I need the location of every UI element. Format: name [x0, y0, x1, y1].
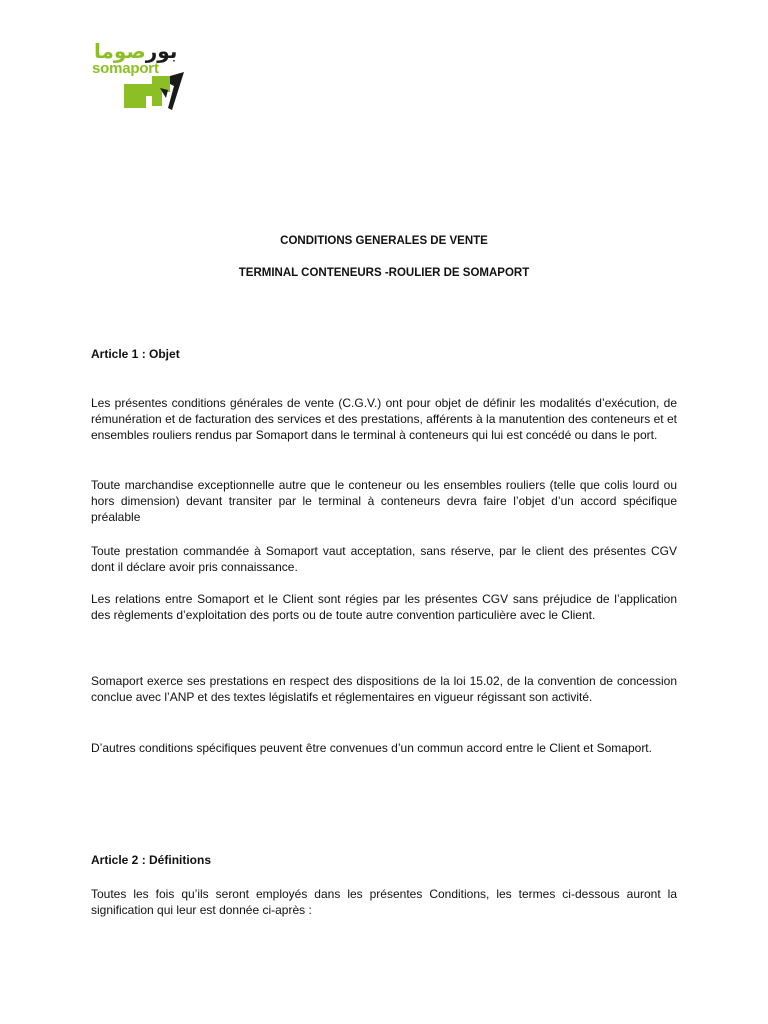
logo-arabic-text: [94, 42, 177, 62]
article-1-paragraph: D’autres conditions spécifiques peuvent être convenues d’un commun accord entre le Client et Somaport.: [91, 741, 652, 755]
logo-latin-text: somaport: [92, 60, 159, 77]
somaport-logo: [92, 42, 188, 114]
article-2-heading: Article 2 : Définitions: [91, 853, 212, 867]
document-subtitle: TERMINAL CONTENEURS -ROULIER DE SOMAPORT: [238, 267, 530, 279]
logo-arabic-green: صوما: [94, 41, 146, 63]
article-1-paragraph: Toute prestation commandée à Somaport vaut acceptation, sans réserve, par le client des présentes CGV dont il déclare avoir pris connaissance.: [91, 544, 677, 575]
article-1-paragraph: Les relations entre Somaport et le Client sont régies par les présentes CGV sans préjudice de l’application des règlements d’exploitation des ports ou de toute autre convention particulière avec le Client.: [91, 592, 677, 623]
article-1-paragraph: Somaport exerce ses prestations en respect des dispositions de la loi 15.02, de la convention de concession conclue avec l’ANP et des textes législatifs et réglementaires en vigueur régissant son activité.: [91, 674, 677, 705]
article-1-paragraph: Toute marchandise exceptionnelle autre que le conteneur ou les ensembles rouliers (telle que colis lourd ou hors dimension) devant transiter par le terminal à conteneurs devra faire l’objet d’un accord spécifique préalable: [91, 478, 677, 525]
article-1-heading: Article 1 : Objet: [91, 347, 180, 361]
document-title: CONDITIONS GENERALES DE VENTE: [280, 235, 488, 247]
article-1-paragraph: Les présentes conditions générales de vente (C.G.V.) ont pour objet de définir les modalités d’exécution, de rémunération et de facturation des services et des prestations, afférents à la manutention des conteneurs et et ensembles rouliers rendus par Somaport dans le terminal à conteneurs qui lui est concédé ou dans le port.: [91, 396, 677, 443]
logo-arabic-black: بور: [145, 41, 178, 63]
article-2-paragraph: Toutes les fois qu’ils seront employés dans les présentes Conditions, les termes ci-dessous auront la signification qui leur est donnée ci-après :: [91, 887, 677, 918]
logo-mark-icon: [122, 70, 184, 114]
